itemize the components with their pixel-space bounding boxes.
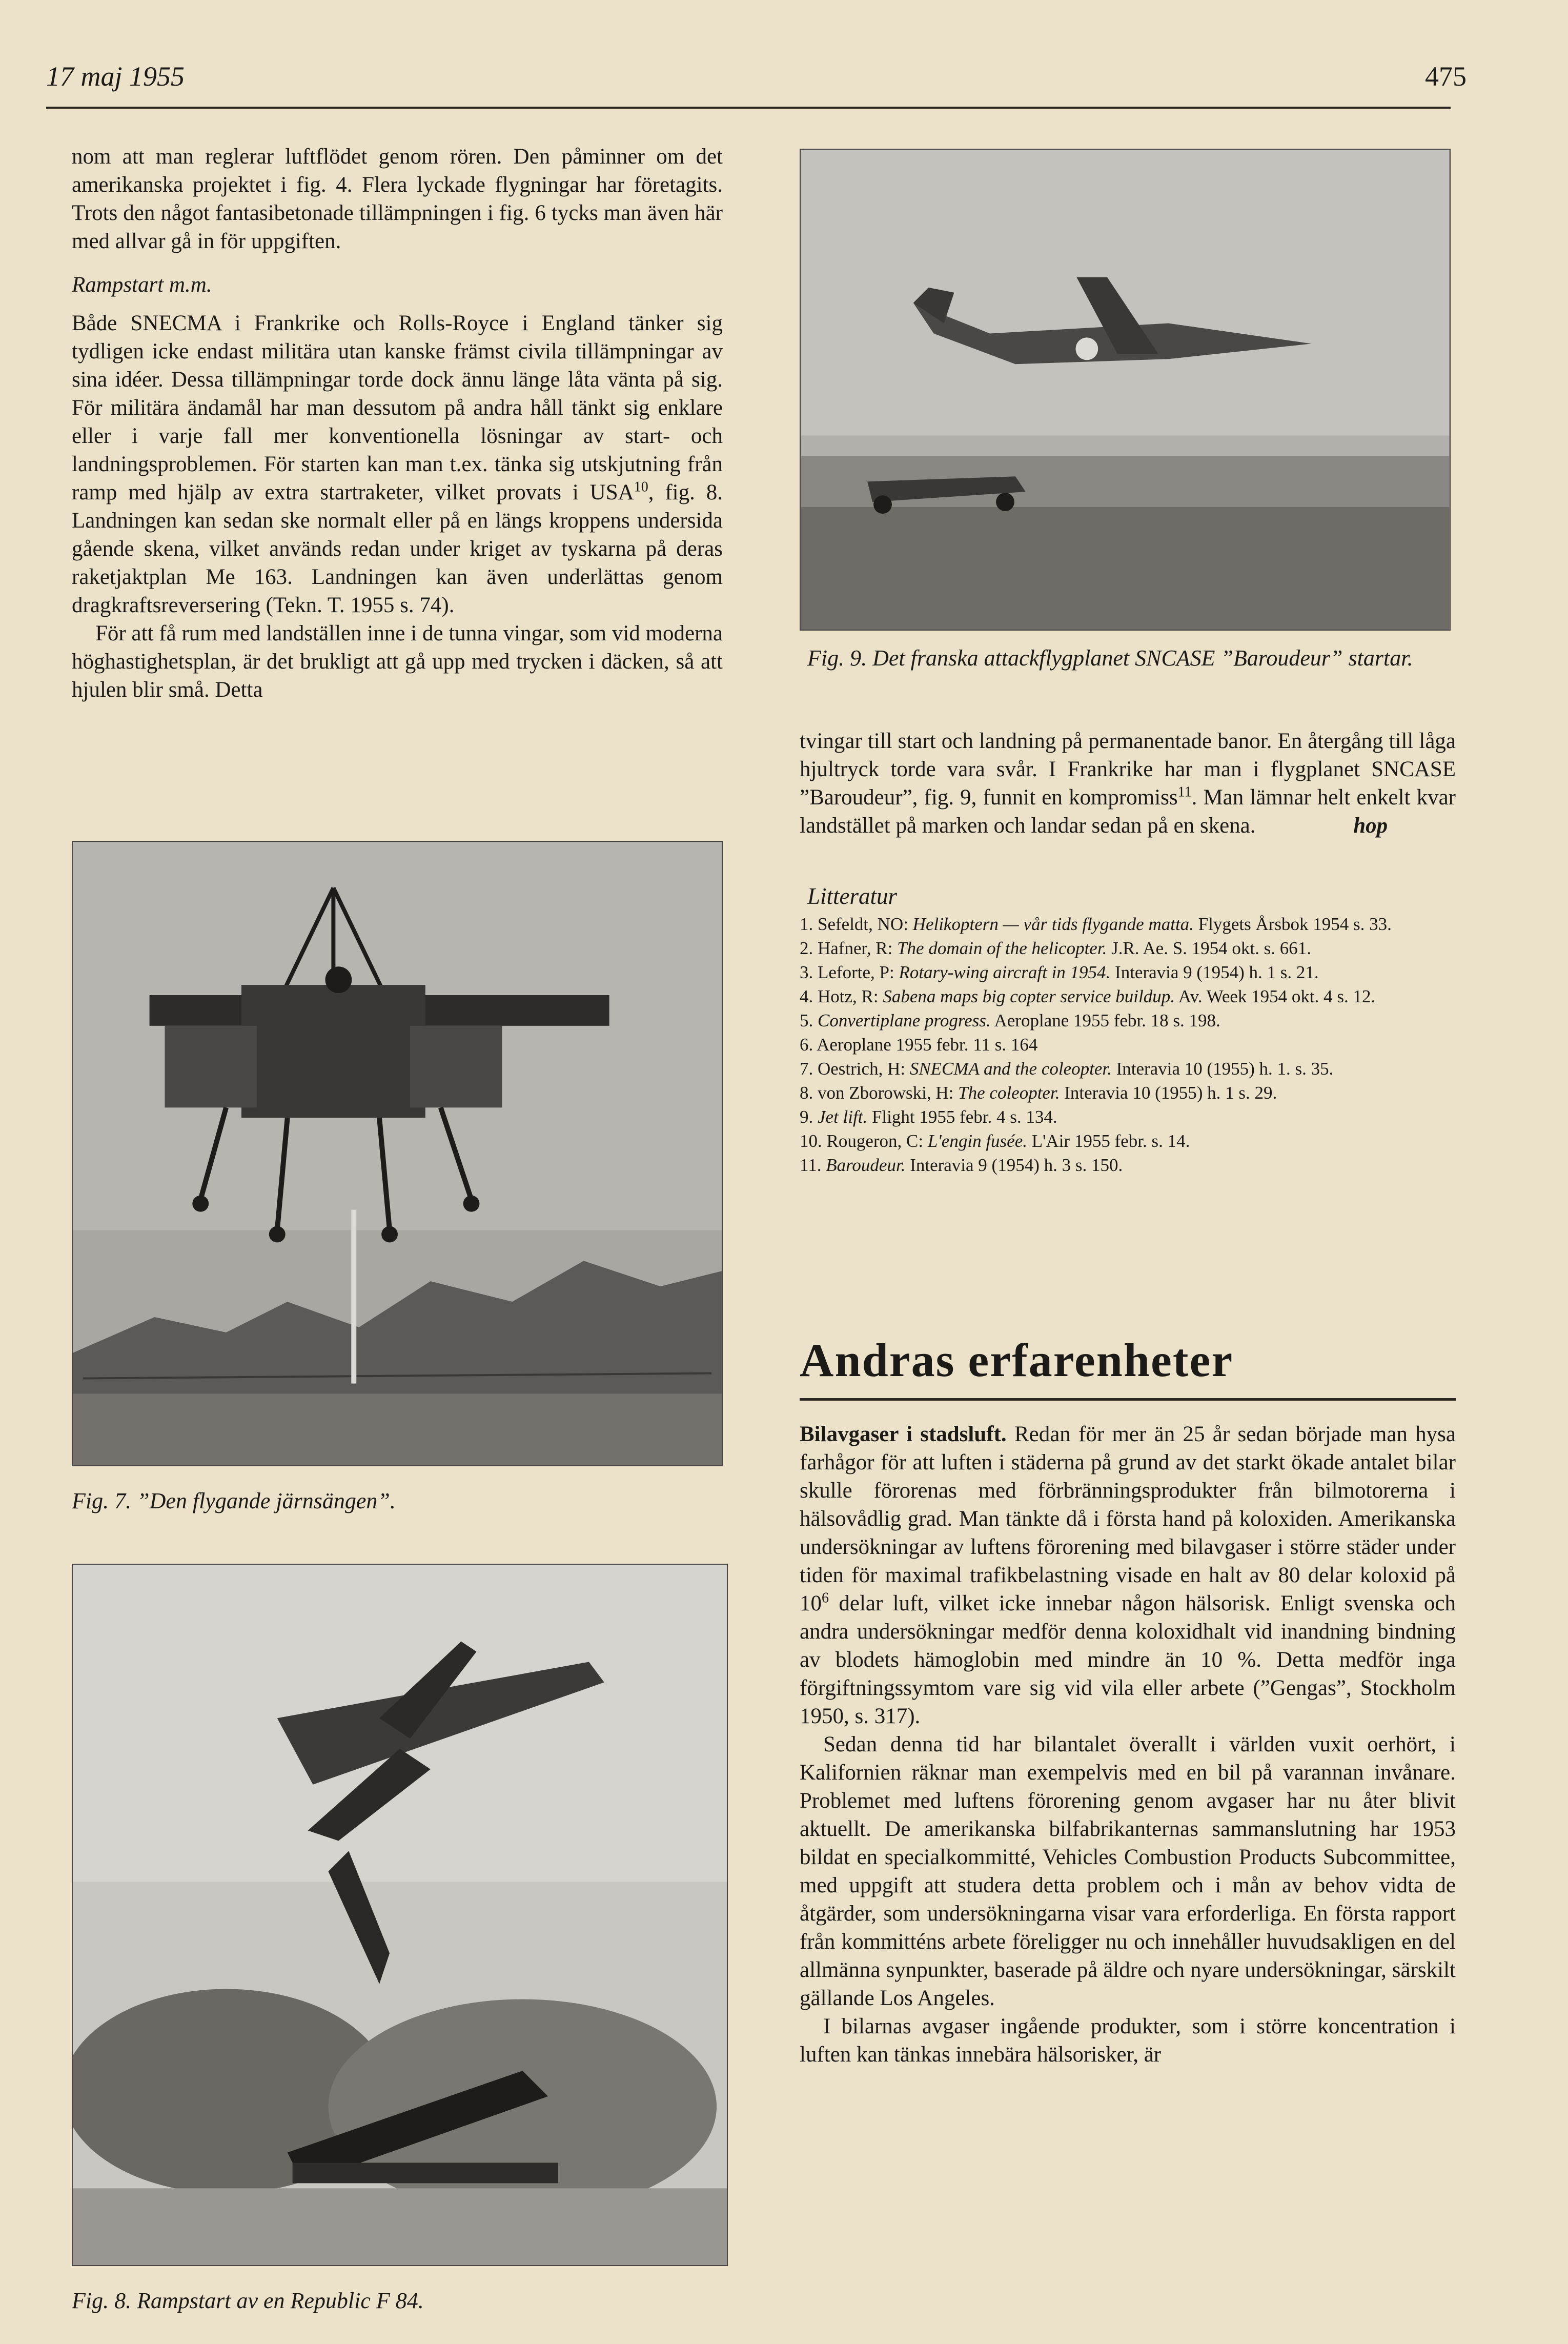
- literature-item: 2. Hafner, R: The domain of the helicopter. J.R. Ae. S. 1954 okt. s. 661.: [800, 938, 1311, 958]
- exponent-superscript: 6: [822, 1590, 829, 1606]
- runin-heading: Bilavgaser i stadsluft.: [800, 1422, 1007, 1446]
- figure-8-photo: [72, 1564, 728, 2266]
- subheading-rampstart: Rampstart m.m.: [72, 273, 212, 297]
- section-rule: [800, 1398, 1456, 1401]
- left-column-text: [72, 143, 723, 704]
- literature-item: 1. Sefeldt, NO: Helikoptern — vår tids flygande matta. Flygets Årsbok 1954 s. 33.: [800, 914, 1392, 934]
- literature-item: 4. Hotz, R: Sabena maps big copter service buildup. Av. Week 1954 okt. 4 s. 12.: [800, 986, 1376, 1006]
- baroudeur-takeoff-illustration: [801, 150, 1450, 630]
- header-date: 17 maj 1955: [46, 61, 185, 92]
- literature-item: 9. Jet lift. Flight 1955 febr. 4 s. 134.: [800, 1107, 1057, 1127]
- header-rule: [46, 107, 1451, 109]
- figure-9-caption: Fig. 9. Det franska attackflygplanet SNCASE ”Baroudeur” startar.: [807, 645, 1413, 671]
- figure-7-photo: [72, 841, 723, 1466]
- literature-item: 5. Convertiplane progress. Aeroplane 1955 febr. 18 s. 198.: [800, 1011, 1220, 1030]
- literature-item: 7. Oestrich, H: SNECMA and the coleopter. Interavia 10 (1955) h. 1. s. 35.: [800, 1059, 1334, 1079]
- page-number: 475: [1425, 61, 1467, 92]
- paragraph-baroudeur: tvingar till start och landning på permanentade banor. En återgång till låga hjultryck torde vara svår. I Frankrike har man i flygplanet SNCASE ”Baroudeur”, fig. 9, funnit en kompromiss$^{11}$. Man lämnar helt enkelt kvar landstället på marken och landar sedan på en skena. hop: [800, 729, 1456, 838]
- literature-item: 3. Leforte, P: Rotary-wing aircraft in 1954. Interavia 9 (1954) h. 1 s. 21.: [800, 962, 1319, 982]
- literature-item: 8. von Zborowski, H: The coleopter. Interavia 10 (1955) h. 1 s. 29.: [800, 1083, 1277, 1103]
- paragraph-exhaust-1: Bilavgaser i stadsluft. Redan för mer än 25 år sedan började man hysa farhågor för att luften i städerna på grund av det starkt ökade antalet bilar skulle förorenas med förbränningsprodukter från bilmotorerna i hälsovådlig grad. Man tänkte då i första hand på koloxiden. Amerikanska undersökningar av luftens förorening med bilavgaser i större städer under tiden för maximal trafikbelastning visade en halt av 80 delar koloxid på $10^6$ delar luft, vilket icke innebar någon hälsorisk. Enligt svenska och andra undersökningar medför denna koloxidhalt vid inandning bindning av blodets hämoglobin med mindre än 10 %. Detta medför inga förgiftningssymtom vare sig vid vila eller arbete (”Gengas”, Stockholm 1950, s. 317).: [800, 1422, 1456, 1728]
- literature-item: 10. Rougeron, C: L'engin fusée. L'Air 1955 febr. s. 14.: [800, 1131, 1190, 1151]
- paragraph-exhaust-2: Sedan denna tid har bilantalet överallt i världen vuxit oerhört, i Kalifornien räknar man exempelvis med en bil på varannan invånare. Problemet med luftens förorening genom avgaser har nu åter blivit aktuellt. De amerikanska bilfabrikanternas sammanslutning har 1953 bildat en specialkommitté, Vehicles Combustion Products Subcommittee, med uppgift att studera detta problem och i mån av behov vidta de åtgärder, som undersökningarna visar vara erforderliga. En första rapport från kommitténs arbete föreligger nu och innehåller huvudsakligen en del allmänna synpunkter, baserade på äldre och nyare undersökningar, särskilt gällande Los Angeles.: [800, 1732, 1456, 2010]
- paragraph-rampstart: Både SNECMA i Frankrike och Rolls-Royce i England tänker sig tydligen icke endast militära utan kanske främst civila tillämpningar av sina idéer. Dessa tillämpningar torde dock ännu länge låta vänta på sig. För militära ändamål har man dessutom på andra håll tänkt sig enklare eller i varje fall mer konventionella lösningar av start- och landningsproblemen. För starten kan man t.ex. tänka sig utskjutning från ramp med hjälp av extra startraketer, vilket provats i USA$^{10}$, fig. 8. Landningen kan sedan ske normalt eller på en längs kroppens undersida gående skena, vilket används redan under kriget av tyskarna på deras raketjaktplan Me 163. Landningen kan även underlättas genom dragkraftsreversering (Tekn. T. 1955 s. 74).: [72, 311, 723, 617]
- paragraph-exhaust-3: I bilarnas avgaser ingående produkter, som i större koncentration i luften kan tänkas innebära hälsorisker, är: [800, 2014, 1456, 2067]
- literature-title: Litteratur: [807, 883, 898, 909]
- author-signature: hop: [1353, 814, 1388, 838]
- reference-superscript: 11: [1177, 784, 1192, 800]
- reference-superscript: 10: [634, 479, 648, 495]
- ramp-launch-illustration: [73, 1565, 727, 2265]
- figure-9-photo: [800, 149, 1451, 631]
- section-title: Andras erfarenheter: [800, 1334, 1234, 1386]
- literature-list: [800, 913, 1456, 1178]
- paragraph-intro: nom att man reglerar luftflödet genom rören. Den påminner om det amerikanska projektet i fig. 4. Flera lyckade flygningar har företagits. Trots den något fantasibetonade tillämpningen i fig. 6 tycks man även här med allvar gå in för uppgiften.: [72, 145, 723, 253]
- paragraph-wheels: För att få rum med landställen inne i de tunna vingar, som vid moderna höghastighetsplan, är det brukligt att gå upp med trycken i däcken, så att hjulen blir små. Detta: [72, 621, 723, 702]
- literature-item: 11. Baroudeur. Interavia 9 (1954) h. 3 s. 150.: [800, 1155, 1123, 1175]
- flying-bedstead-illustration: [73, 842, 722, 1465]
- figure-8-caption: Fig. 8. Rampstart av en Republic F 84.: [72, 2288, 424, 2313]
- literature-item: 6. Aeroplane 1955 febr. 11 s. 164: [800, 1035, 1038, 1055]
- right-column-text: [800, 727, 1456, 840]
- figure-7-caption: Fig. 7. ”Den flygande järnsängen”.: [72, 1488, 396, 1513]
- section-body: [800, 1420, 1456, 2069]
